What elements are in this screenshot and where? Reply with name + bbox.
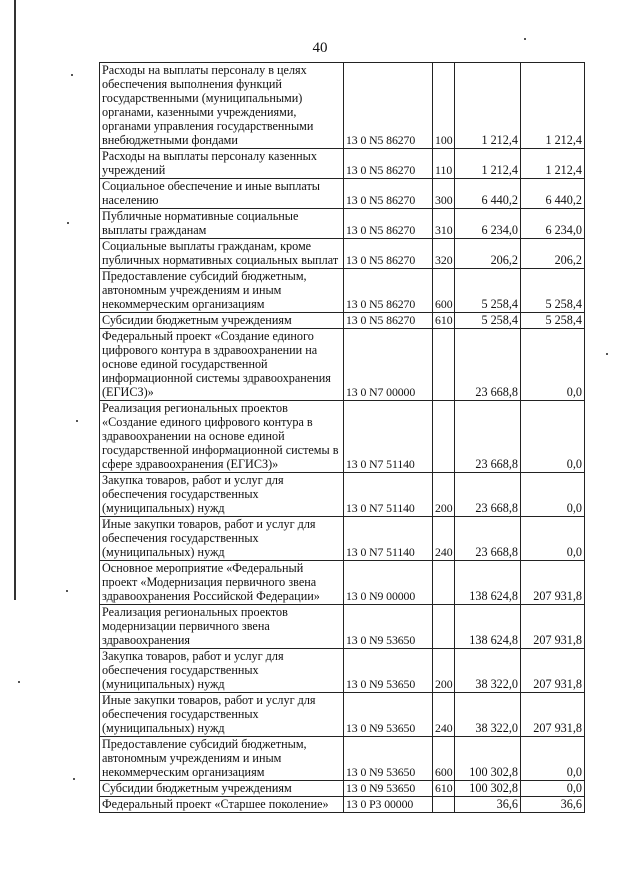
row-name-cell: Закупка товаров, работ и услуг для обеспечения государственных (муниципальных) нужд — [100, 473, 344, 517]
row-value-1-cell: 138 624,8 — [455, 605, 521, 649]
row-name-cell: Реализация региональных проектов модернизации первичного звена здравоохранения — [100, 605, 344, 649]
row-code-cell: 13 0 N7 51140 — [344, 473, 433, 517]
scan-speck — [606, 353, 608, 355]
row-code-cell: 13 0 N9 53650 — [344, 649, 433, 693]
row-name-cell: Иные закупки товаров, работ и услуг для обеспечения государственных (муниципальных) нужд — [100, 517, 344, 561]
row-code-cell: 13 0 N5 86270 — [344, 63, 433, 149]
row-name-cell: Федеральный проект «Создание единого цифрового контура в здравоохранении на основе единой государственной информационной системы здравоохранения (ЕГИСЗ)» — [100, 329, 344, 401]
row-value-2-cell: 207 931,8 — [521, 561, 585, 605]
row-value-2-cell: 6 234,0 — [521, 209, 585, 239]
row-value-1-cell: 138 624,8 — [455, 561, 521, 605]
row-value-1-cell: 1 212,4 — [455, 63, 521, 149]
row-value-2-cell: 207 931,8 — [521, 693, 585, 737]
row-value-2-cell: 206,2 — [521, 239, 585, 269]
row-expense-type-cell: 110 — [433, 149, 455, 179]
row-name-cell: Иные закупки товаров, работ и услуг для обеспечения государственных (муниципальных) нужд — [100, 693, 344, 737]
row-expense-type-cell: 200 — [433, 649, 455, 693]
row-code-cell: 13 0 N7 51140 — [344, 517, 433, 561]
table-row — [100, 313, 585, 329]
row-name-cell: Социальное обеспечение и иные выплаты населению — [100, 179, 344, 209]
row-value-1-cell: 6 234,0 — [455, 209, 521, 239]
row-name-cell: Субсидии бюджетным учреждениям — [100, 313, 344, 329]
budget-table — [99, 62, 585, 813]
row-value-2-cell: 5 258,4 — [521, 269, 585, 313]
row-code-cell: 13 0 N9 53650 — [344, 693, 433, 737]
row-code-cell: 13 0 N5 86270 — [344, 269, 433, 313]
row-value-2-cell: 207 931,8 — [521, 605, 585, 649]
row-value-2-cell: 6 440,2 — [521, 179, 585, 209]
scan-speck — [71, 74, 73, 76]
row-value-1-cell: 23 668,8 — [455, 401, 521, 473]
row-expense-type-cell: 320 — [433, 239, 455, 269]
table-row — [100, 329, 585, 401]
row-expense-type-cell: 240 — [433, 693, 455, 737]
scan-speck — [76, 420, 78, 422]
table-row — [100, 179, 585, 209]
row-name-cell: Предоставление субсидий бюджетным, автономным учреждениям и иным некоммерческим организациям — [100, 737, 344, 781]
row-expense-type-cell: 100 — [433, 63, 455, 149]
row-code-cell: 13 0 N9 00000 — [344, 561, 433, 605]
scan-speck — [73, 778, 75, 780]
table-row — [100, 269, 585, 313]
row-expense-type-cell: 310 — [433, 209, 455, 239]
row-expense-type-cell: 600 — [433, 737, 455, 781]
row-value-2-cell: 0,0 — [521, 517, 585, 561]
scan-speck — [18, 681, 20, 683]
row-value-2-cell: 0,0 — [521, 737, 585, 781]
row-value-1-cell: 5 258,4 — [455, 269, 521, 313]
table-row — [100, 63, 585, 149]
row-name-cell: Социальные выплаты гражданам, кроме публичных нормативных социальных выплат — [100, 239, 344, 269]
row-value-1-cell: 23 668,8 — [455, 473, 521, 517]
table-row — [100, 149, 585, 179]
row-value-1-cell: 1 212,4 — [455, 149, 521, 179]
table-row — [100, 649, 585, 693]
row-value-2-cell: 36,6 — [521, 797, 585, 813]
row-name-cell: Расходы на выплаты персоналу казенных учреждений — [100, 149, 344, 179]
row-code-cell: 13 0 N5 86270 — [344, 313, 433, 329]
row-code-cell: 13 0 P3 00000 — [344, 797, 433, 813]
scan-speck — [67, 222, 69, 224]
row-value-1-cell: 36,6 — [455, 797, 521, 813]
page-edge-line — [14, 0, 16, 600]
row-value-2-cell: 1 212,4 — [521, 63, 585, 149]
row-value-1-cell: 206,2 — [455, 239, 521, 269]
row-value-1-cell: 23 668,8 — [455, 517, 521, 561]
table-row — [100, 781, 585, 797]
table-row — [100, 737, 585, 781]
row-name-cell: Основное мероприятие «Федеральный проект «Модернизация первичного звена здравоохранения Российской Федерации» — [100, 561, 344, 605]
row-name-cell: Федеральный проект «Старшее поколение» — [100, 797, 344, 813]
row-expense-type-cell: 200 — [433, 473, 455, 517]
row-name-cell: Реализация региональных проектов «Создание единого цифрового контура в здравоохранении на основе единой государственной информационной системы в сфере здравоохранения (ЕГИСЗ)» — [100, 401, 344, 473]
row-code-cell: 13 0 N9 53650 — [344, 781, 433, 797]
page-number: 40 — [312, 40, 328, 56]
row-value-1-cell: 23 668,8 — [455, 329, 521, 401]
row-value-1-cell: 38 322,0 — [455, 649, 521, 693]
row-code-cell: 13 0 N9 53650 — [344, 737, 433, 781]
table-row — [100, 561, 585, 605]
row-name-cell: Субсидии бюджетным учреждениям — [100, 781, 344, 797]
row-value-2-cell: 1 212,4 — [521, 149, 585, 179]
row-value-1-cell: 100 302,8 — [455, 781, 521, 797]
row-expense-type-cell: 300 — [433, 179, 455, 209]
row-code-cell: 13 0 N5 86270 — [344, 179, 433, 209]
row-expense-type-cell — [433, 401, 455, 473]
table-row — [100, 239, 585, 269]
row-expense-type-cell — [433, 797, 455, 813]
row-code-cell: 13 0 N7 51140 — [344, 401, 433, 473]
row-value-2-cell: 0,0 — [521, 473, 585, 517]
table-row — [100, 605, 585, 649]
row-name-cell: Предоставление субсидий бюджетным, автономным учреждениям и иным некоммерческим организациям — [100, 269, 344, 313]
row-code-cell: 13 0 N9 53650 — [344, 605, 433, 649]
row-name-cell: Публичные нормативные социальные выплаты гражданам — [100, 209, 344, 239]
row-code-cell: 13 0 N7 00000 — [344, 329, 433, 401]
row-expense-type-cell: 600 — [433, 269, 455, 313]
row-value-1-cell: 5 258,4 — [455, 313, 521, 329]
table-row — [100, 401, 585, 473]
row-value-2-cell: 207 931,8 — [521, 649, 585, 693]
row-expense-type-cell — [433, 329, 455, 401]
row-name-cell: Расходы на выплаты персоналу в целях обеспечения выполнения функций государственными (муниципальными) органами, казенными учреждениями, органами управления государственными внебюджетными фондами — [100, 63, 344, 149]
row-value-2-cell: 0,0 — [521, 401, 585, 473]
row-value-1-cell: 38 322,0 — [455, 693, 521, 737]
table-row — [100, 797, 585, 813]
table-row — [100, 209, 585, 239]
row-expense-type-cell — [433, 561, 455, 605]
row-expense-type-cell: 610 — [433, 781, 455, 797]
row-value-1-cell: 6 440,2 — [455, 179, 521, 209]
table-row — [100, 473, 585, 517]
row-code-cell: 13 0 N5 86270 — [344, 149, 433, 179]
row-value-2-cell: 5 258,4 — [521, 313, 585, 329]
scan-speck — [66, 590, 68, 592]
row-expense-type-cell — [433, 605, 455, 649]
table-row — [100, 517, 585, 561]
table-row — [100, 693, 585, 737]
row-expense-type-cell: 240 — [433, 517, 455, 561]
row-expense-type-cell: 610 — [433, 313, 455, 329]
row-name-cell: Закупка товаров, работ и услуг для обеспечения государственных (муниципальных) нужд — [100, 649, 344, 693]
row-code-cell: 13 0 N5 86270 — [344, 209, 433, 239]
row-value-2-cell: 0,0 — [521, 329, 585, 401]
row-value-2-cell: 0,0 — [521, 781, 585, 797]
row-code-cell: 13 0 N5 86270 — [344, 239, 433, 269]
row-value-1-cell: 100 302,8 — [455, 737, 521, 781]
